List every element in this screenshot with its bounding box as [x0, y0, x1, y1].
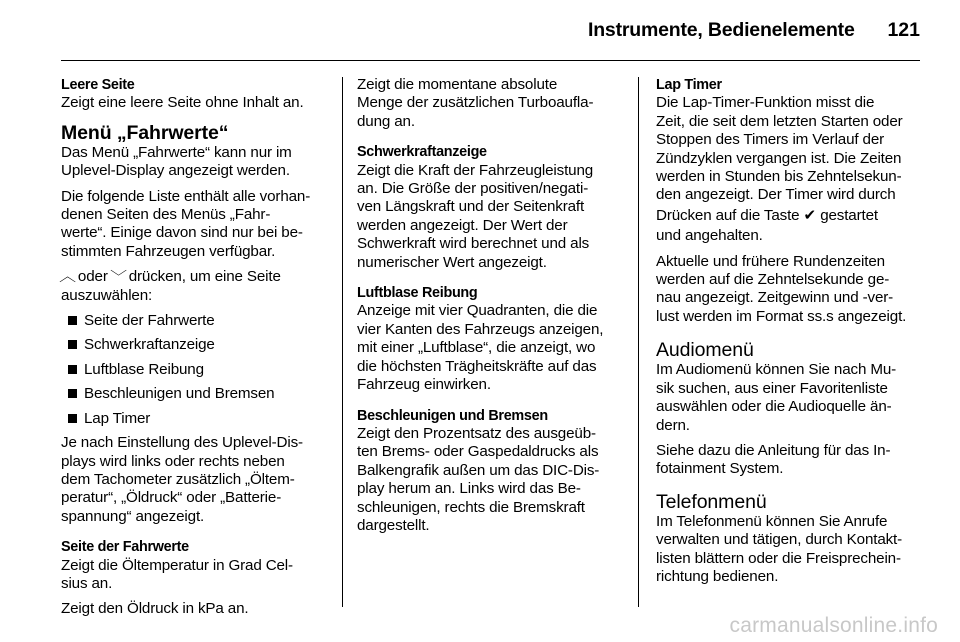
list-item	[61, 312, 333, 330]
square-bullet-icon	[68, 316, 77, 325]
text-line: auszuwählen:	[61, 286, 153, 304]
text-line: werte“. Einige davon sind nur bei be‐	[61, 224, 303, 242]
text-line: dem Tachometer zusätzlich „Öltem‐	[61, 470, 295, 488]
square-bullet-icon	[68, 389, 77, 398]
paragraph-oeldruck	[61, 600, 333, 618]
text-line: listen blättern oder die Freisprechein‐	[656, 549, 901, 567]
text-line: Zeigt die Öltemperatur in Grad Cel‐	[61, 556, 293, 574]
text-line	[656, 207, 926, 225]
text-line: Die Lap-Timer-Funktion misst die	[656, 94, 875, 112]
list-item-label: Schwerkraftanzeige	[84, 336, 215, 354]
list-item-label: Luftblase Reibung	[84, 360, 204, 378]
subheading-seite-der-fahrwerte: Seite der Fahrwerte	[61, 539, 189, 556]
list-item	[61, 410, 333, 428]
text-line: vier Kanten des Fahrzeugs anzeigen,	[357, 320, 604, 338]
text-line: sius an.	[61, 574, 113, 592]
list-item	[61, 385, 333, 403]
square-bullet-icon	[68, 340, 77, 349]
column-2	[357, 76, 623, 542]
text-line: ven Längskraft und der Seitenkraft	[357, 198, 585, 216]
text-line: lust werden im Format ss.s angezeigt.	[656, 307, 907, 325]
text-line: Anzeige mit vier Quadranten, die die	[357, 302, 598, 320]
text-line: Zeigt die Kraft der Fahrzeugleistung	[357, 161, 594, 179]
text-line: Menge der zusätzlichen Turboaufla‐	[357, 94, 594, 112]
text-line: dung an.	[357, 112, 415, 130]
text-line: Im Telefonmenü können Sie Anrufe	[656, 512, 888, 530]
section-beschleunigen-und-bremsen	[357, 407, 623, 536]
paragraph-seite-auswaehlen	[61, 268, 333, 305]
section-audiomenue	[656, 339, 926, 435]
text-line: mit einer „Luftblase“, die anzeigt, wo	[357, 339, 596, 357]
text-line: play herum an. Links wird das Be‐	[357, 480, 581, 498]
section-luftblase-reibung	[357, 284, 623, 394]
text-line: Schwerkraft wird berechnet und als	[357, 235, 590, 253]
paragraph-rundenzeiten	[656, 253, 926, 327]
text-line: Zeigt den Öldruck in kPa an.	[61, 600, 249, 618]
heading-menu-fahrwerte: Menü „Fahrwerte“	[61, 121, 229, 144]
text-fragment: gestartet	[816, 206, 878, 224]
paragraph-turboaufladung	[357, 76, 623, 131]
text-fragment: oder	[73, 268, 112, 286]
text-line: stimmten Fahrzeugen verfügbar.	[61, 242, 276, 260]
text-line: auswählen oder die Audioquelle än‐	[656, 398, 892, 416]
page-header-title: Instrumente, Bedienelemente	[588, 19, 855, 41]
text-line: Die folgende Liste enthält alle vorhan‐	[61, 187, 311, 205]
text-line: Zeit, die seit dem letzten Starten oder	[656, 112, 903, 130]
paragraph-uplevel-display	[61, 434, 333, 526]
section-leere-seite	[61, 76, 333, 113]
text-line: Im Audiomenü können Sie nach Mu‐	[656, 361, 897, 379]
section-schwerkraftanzeige	[357, 143, 623, 272]
text-line: nau angezeigt. Zeitgewinn und -ver‐	[656, 289, 894, 307]
list-item-label: Lap Timer	[84, 409, 151, 427]
text-line: Zeigt den Prozentsatz des ausgeüb‐	[357, 424, 596, 442]
text-line: numerischer Wert angezeigt.	[357, 253, 547, 271]
chevron-down-icon: ﹀	[109, 269, 127, 285]
square-bullet-icon	[68, 365, 77, 374]
list-item-label: Seite der Fahrwerte	[84, 312, 215, 330]
text-line: Je nach Einstellung des Uplevel-Dis‐	[61, 434, 303, 452]
text-fragment: drücken, um eine Seite	[124, 268, 281, 286]
text-line: Zeigt die momentane absolute	[357, 76, 558, 93]
text-line: Aktuelle und frühere Rundenzeiten	[656, 252, 885, 270]
subheading-leere-seite: Leere Seite	[61, 77, 135, 93]
text-line: werden in Stunden bis Zehntelsekun‐	[656, 168, 902, 186]
section-lap-timer	[656, 76, 926, 246]
heading-telefonmenue: Telefonmenü	[656, 490, 767, 513]
text-line: und angehalten.	[656, 227, 763, 245]
text-line: Uplevel-Display angezeigt werden.	[61, 162, 290, 180]
text-line: Balkengrafik außen um das DIC-Dis‐	[357, 461, 600, 479]
text-line: schleunigen, rechts die Bremskraft	[357, 498, 585, 516]
subheading-luftblase-reibung: Luftblase Reibung	[357, 285, 478, 302]
text-fragment: Drücken auf die Taste	[656, 206, 804, 224]
column-1	[61, 76, 333, 626]
list-item-label: Beschleunigen und Bremsen	[84, 385, 275, 403]
column-3	[656, 76, 926, 593]
text-line: verwalten und tätigen, durch Kontakt‐	[656, 531, 903, 549]
text-line: Zeigt eine leere Seite ohne Inhalt an.	[61, 94, 304, 112]
header-rule	[61, 60, 920, 61]
text-line: peratur“, „Öldruck“ oder „Batterie‐	[61, 489, 282, 507]
heading-audiomenue: Audiomenü	[656, 339, 754, 362]
text-line: Stoppen des Timers im Verlauf der	[656, 131, 885, 149]
section-telefonmenue	[656, 491, 926, 587]
text-line: ten Brems- oder Gaspedaldrucks als	[357, 443, 599, 461]
text-line: richtung bedienen.	[656, 567, 779, 585]
section-menu-fahrwerte	[61, 122, 333, 181]
text-line: Fahrzeug einwirken.	[357, 376, 491, 394]
watermark: carmanualsonline.info	[729, 614, 938, 637]
text-line: fotainment System.	[656, 460, 784, 478]
paragraph-liste	[61, 188, 333, 262]
list-item	[61, 361, 333, 379]
text-line: sik suchen, aus einer Favoritenliste	[656, 379, 888, 397]
text-line	[61, 268, 333, 286]
text-line: spannung“ angezeigt.	[61, 507, 205, 525]
subheading-schwerkraftanzeige: Schwerkraftanzeige	[357, 144, 487, 161]
subheading-lap-timer: Lap Timer	[656, 77, 722, 93]
page-number: 121	[887, 19, 920, 41]
bullet-list	[61, 312, 333, 428]
chevron-up-icon: ︿	[59, 269, 76, 285]
column-divider-right	[638, 77, 639, 607]
text-line: Das Menü „Fahrwerte“ kann nur im	[61, 143, 292, 161]
text-line: an. Die Größe der positiven/negati‐	[357, 180, 589, 198]
subheading-beschleunigen-und-bremsen: Beschleunigen und Bremsen	[357, 407, 548, 424]
text-line: Siehe dazu die Anleitung für das In‐	[656, 441, 891, 459]
text-line: werden angezeigt. Der Wert der	[357, 216, 568, 234]
square-bullet-icon	[68, 414, 77, 423]
paragraph-infotainment	[656, 442, 926, 479]
checkmark-icon: ✔	[803, 206, 817, 224]
text-line: dargestellt.	[357, 516, 430, 534]
text-line: dern.	[656, 416, 690, 434]
text-line: plays wird links oder rechts neben	[61, 452, 285, 470]
text-line: werden auf die Zehntelsekunde ge‐	[656, 271, 890, 289]
text-line: Zündzyklen vergangen ist. Die Zeiten	[656, 149, 902, 167]
text-line: die höchsten Trägheitskräfte auf das	[357, 357, 597, 375]
column-divider-left	[342, 77, 343, 607]
text-line: den angezeigt. Der Timer wird durch	[656, 186, 896, 204]
list-item	[61, 336, 333, 354]
text-line: denen Seiten des Menüs „Fahr‐	[61, 206, 271, 224]
section-seite-der-fahrwerte	[61, 538, 333, 593]
